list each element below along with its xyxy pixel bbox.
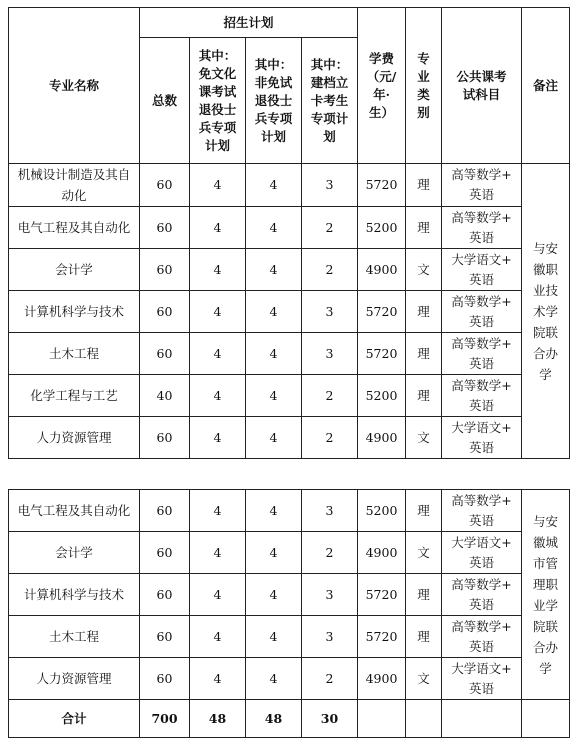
table-row — [9, 658, 570, 700]
major-cell: 电气工程及其自动化 — [9, 490, 140, 532]
total-label: 合计 — [9, 700, 140, 738]
subjects-cell — [442, 616, 522, 658]
header-plan-a-text: 其中：免文化课考试退役士兵专项计划 — [198, 47, 237, 153]
plan-a-cell: 4 — [190, 490, 246, 532]
total-cell: 60 — [140, 164, 190, 207]
category-cell: 理 — [406, 207, 442, 249]
subject-line-2: 英语 — [468, 554, 494, 570]
table-row — [9, 490, 570, 532]
plan-a-cell: 4 — [190, 417, 246, 459]
header-fee-text: 学费（元/年·生） — [366, 50, 397, 120]
subjects-cell — [442, 490, 522, 532]
plan-a-cell: 4 — [190, 375, 246, 417]
fee-cell: 4900 — [358, 249, 406, 291]
plan-b-cell: 4 — [246, 291, 302, 333]
category-cell: 文 — [406, 658, 442, 700]
table-row — [9, 616, 570, 658]
category-cell: 文 — [406, 249, 442, 291]
category-cell: 理 — [406, 291, 442, 333]
subject-line-1: 高等数学+ — [451, 492, 512, 508]
subject-line-1: 高等数学+ — [451, 576, 512, 592]
remark-text: 与安徽职业技术学院联合办学 — [533, 240, 559, 382]
plan-b-cell: 4 — [246, 532, 302, 574]
table-row — [9, 375, 570, 417]
plan-b-cell: 4 — [246, 574, 302, 616]
enrollment-table-1 — [8, 7, 570, 459]
major-cell: 化学工程与工艺 — [9, 375, 140, 417]
subjects-cell — [442, 658, 522, 700]
subject-line-2: 英语 — [469, 355, 495, 371]
plan-c-cell: 3 — [302, 490, 358, 532]
major-cell: 机械设计制造及其自动化 — [9, 164, 140, 207]
subject-line-1: 高等数学+ — [451, 209, 512, 225]
table-row — [9, 207, 570, 249]
subject-line-1: 高等数学+ — [451, 618, 512, 634]
major-cell: 计算机科学与技术 — [9, 574, 140, 616]
total-cell: 60 — [140, 574, 190, 616]
category-cell: 文 — [406, 417, 442, 459]
subjects-cell — [442, 532, 522, 574]
header-subjects — [442, 8, 522, 164]
plan-c-cell: 2 — [302, 375, 358, 417]
header-plan-b — [246, 38, 302, 164]
fee-cell: 5200 — [358, 375, 406, 417]
total-cell: 60 — [140, 532, 190, 574]
category-cell: 理 — [406, 490, 442, 532]
table-row — [9, 532, 570, 574]
table-row — [9, 417, 570, 459]
plan-b-cell: 4 — [246, 333, 302, 375]
category-cell: 理 — [406, 616, 442, 658]
major-cell: 土木工程 — [9, 616, 140, 658]
total-empty-subjects — [442, 700, 522, 738]
header-fee — [358, 8, 406, 164]
subject-line-2: 英语 — [469, 271, 495, 287]
plan-a-cell: 4 — [190, 291, 246, 333]
plan-b-cell: 4 — [246, 616, 302, 658]
plan-a-cell: 4 — [190, 249, 246, 291]
total-cell: 60 — [140, 658, 190, 700]
plan-a-cell: 4 — [190, 164, 246, 207]
fee-cell: 5720 — [358, 616, 406, 658]
major-cell: 会计学 — [9, 249, 140, 291]
subjects-cell — [442, 375, 522, 417]
remark-cell — [522, 490, 570, 700]
header-plan-c-text: 其中：建档立卡考生专项计划 — [310, 56, 349, 144]
subjects-cell — [442, 291, 522, 333]
fee-cell: 4900 — [358, 532, 406, 574]
remark-cell — [522, 164, 570, 459]
subject-line-1: 高等数学+ — [451, 377, 512, 393]
header-remark: 备注 — [522, 8, 570, 164]
total-plan-c: 30 — [302, 700, 358, 738]
plan-a-cell: 4 — [190, 574, 246, 616]
total-cell: 60 — [140, 616, 190, 658]
header-category — [406, 8, 442, 164]
plan-c-cell: 2 — [302, 658, 358, 700]
subjects-cell — [442, 249, 522, 291]
total-sum: 700 — [140, 700, 190, 738]
plan-c-cell: 2 — [302, 417, 358, 459]
total-cell: 60 — [140, 249, 190, 291]
total-cell: 60 — [140, 333, 190, 375]
header-total: 总数 — [140, 38, 190, 164]
table-row — [9, 249, 570, 291]
plan-a-cell: 4 — [190, 207, 246, 249]
subject-line-2: 英语 — [469, 229, 495, 245]
subject-line-2: 英语 — [468, 596, 494, 612]
table-row — [9, 574, 570, 616]
plan-c-cell: 3 — [302, 164, 358, 207]
major-cell: 人力资源管理 — [9, 417, 140, 459]
remark-text: 与安徽城市管理职业学院联合办学 — [532, 513, 558, 676]
plan-c-cell: 2 — [302, 532, 358, 574]
table-row — [9, 291, 570, 333]
header-subjects-text: 公共课考试科目 — [456, 68, 507, 102]
major-cell: 电气工程及其自动化 — [9, 207, 140, 249]
fee-cell: 5720 — [358, 164, 406, 207]
major-cell: 计算机科学与技术 — [9, 291, 140, 333]
header-plan: 招生计划 — [140, 8, 358, 38]
major-cell: 人力资源管理 — [9, 658, 140, 700]
total-empty-fee — [358, 700, 406, 738]
subject-line-1: 大学语文+ — [451, 660, 512, 676]
plan-c-cell: 3 — [302, 333, 358, 375]
header-plan-a — [190, 38, 246, 164]
total-plan-b: 48 — [246, 700, 302, 738]
plan-b-cell: 4 — [246, 249, 302, 291]
plan-b-cell: 4 — [246, 207, 302, 249]
category-cell: 理 — [406, 333, 442, 375]
total-plan-a: 48 — [190, 700, 246, 738]
subject-line-1: 大学语文+ — [451, 419, 512, 435]
total-cell: 60 — [140, 207, 190, 249]
header-plan-c — [302, 38, 358, 164]
subject-line-1: 高等数学+ — [451, 335, 512, 351]
table-row — [9, 164, 570, 207]
major-cell: 会计学 — [9, 532, 140, 574]
plan-b-cell: 4 — [246, 658, 302, 700]
subjects-cell — [442, 207, 522, 249]
enrollment-table-2 — [8, 489, 570, 738]
table-2-body — [9, 490, 570, 700]
total-cell: 60 — [140, 490, 190, 532]
plan-a-cell: 4 — [190, 658, 246, 700]
subject-line-1: 高等数学+ — [451, 293, 512, 309]
subjects-cell — [442, 574, 522, 616]
fee-cell: 5200 — [358, 207, 406, 249]
fee-cell: 5720 — [358, 574, 406, 616]
total-row — [9, 700, 570, 738]
category-cell: 文 — [406, 532, 442, 574]
subject-line-2: 英语 — [469, 187, 495, 202]
category-cell: 理 — [406, 375, 442, 417]
subjects-cell — [442, 333, 522, 375]
total-cell: 60 — [140, 417, 190, 459]
subject-line-1: 大学语文+ — [451, 534, 512, 550]
header-major: 专业名称 — [9, 8, 140, 164]
subjects-cell — [442, 417, 522, 459]
plan-c-cell: 3 — [302, 616, 358, 658]
subject-line-2: 英语 — [468, 512, 494, 528]
subject-line-2: 英语 — [468, 680, 494, 696]
subject-line-1: 大学语文+ — [451, 251, 512, 267]
fee-cell: 5200 — [358, 490, 406, 532]
total-empty-remark — [522, 700, 570, 738]
fee-cell: 4900 — [358, 658, 406, 700]
fee-cell: 4900 — [358, 417, 406, 459]
category-cell: 理 — [406, 574, 442, 616]
subject-line-1: 高等数学+ — [451, 167, 512, 182]
major-cell: 土木工程 — [9, 333, 140, 375]
header-category-text: 专业类别 — [417, 50, 430, 120]
plan-b-cell: 4 — [246, 164, 302, 207]
fee-cell: 5720 — [358, 333, 406, 375]
header-plan-b-text: 其中：非免试退役士兵专项计划 — [254, 56, 293, 144]
fee-cell: 5720 — [358, 291, 406, 333]
subject-line-2: 英语 — [468, 638, 494, 654]
plan-b-cell: 4 — [246, 375, 302, 417]
plan-a-cell: 4 — [190, 616, 246, 658]
plan-c-cell: 2 — [302, 207, 358, 249]
plan-b-cell: 4 — [246, 417, 302, 459]
plan-c-cell: 3 — [302, 291, 358, 333]
plan-c-cell: 2 — [302, 249, 358, 291]
category-cell: 理 — [406, 164, 442, 207]
plan-b-cell: 4 — [246, 490, 302, 532]
plan-a-cell: 4 — [190, 333, 246, 375]
subjects-cell — [442, 164, 522, 207]
subject-line-2: 英语 — [469, 439, 495, 455]
total-cell: 40 — [140, 375, 190, 417]
subject-line-2: 英语 — [469, 397, 495, 413]
table-row — [9, 333, 570, 375]
subject-line-2: 英语 — [469, 313, 495, 329]
plan-c-cell: 3 — [302, 574, 358, 616]
total-empty-category — [406, 700, 442, 738]
plan-a-cell: 4 — [190, 532, 246, 574]
table-1-body — [9, 164, 570, 459]
total-cell: 60 — [140, 291, 190, 333]
